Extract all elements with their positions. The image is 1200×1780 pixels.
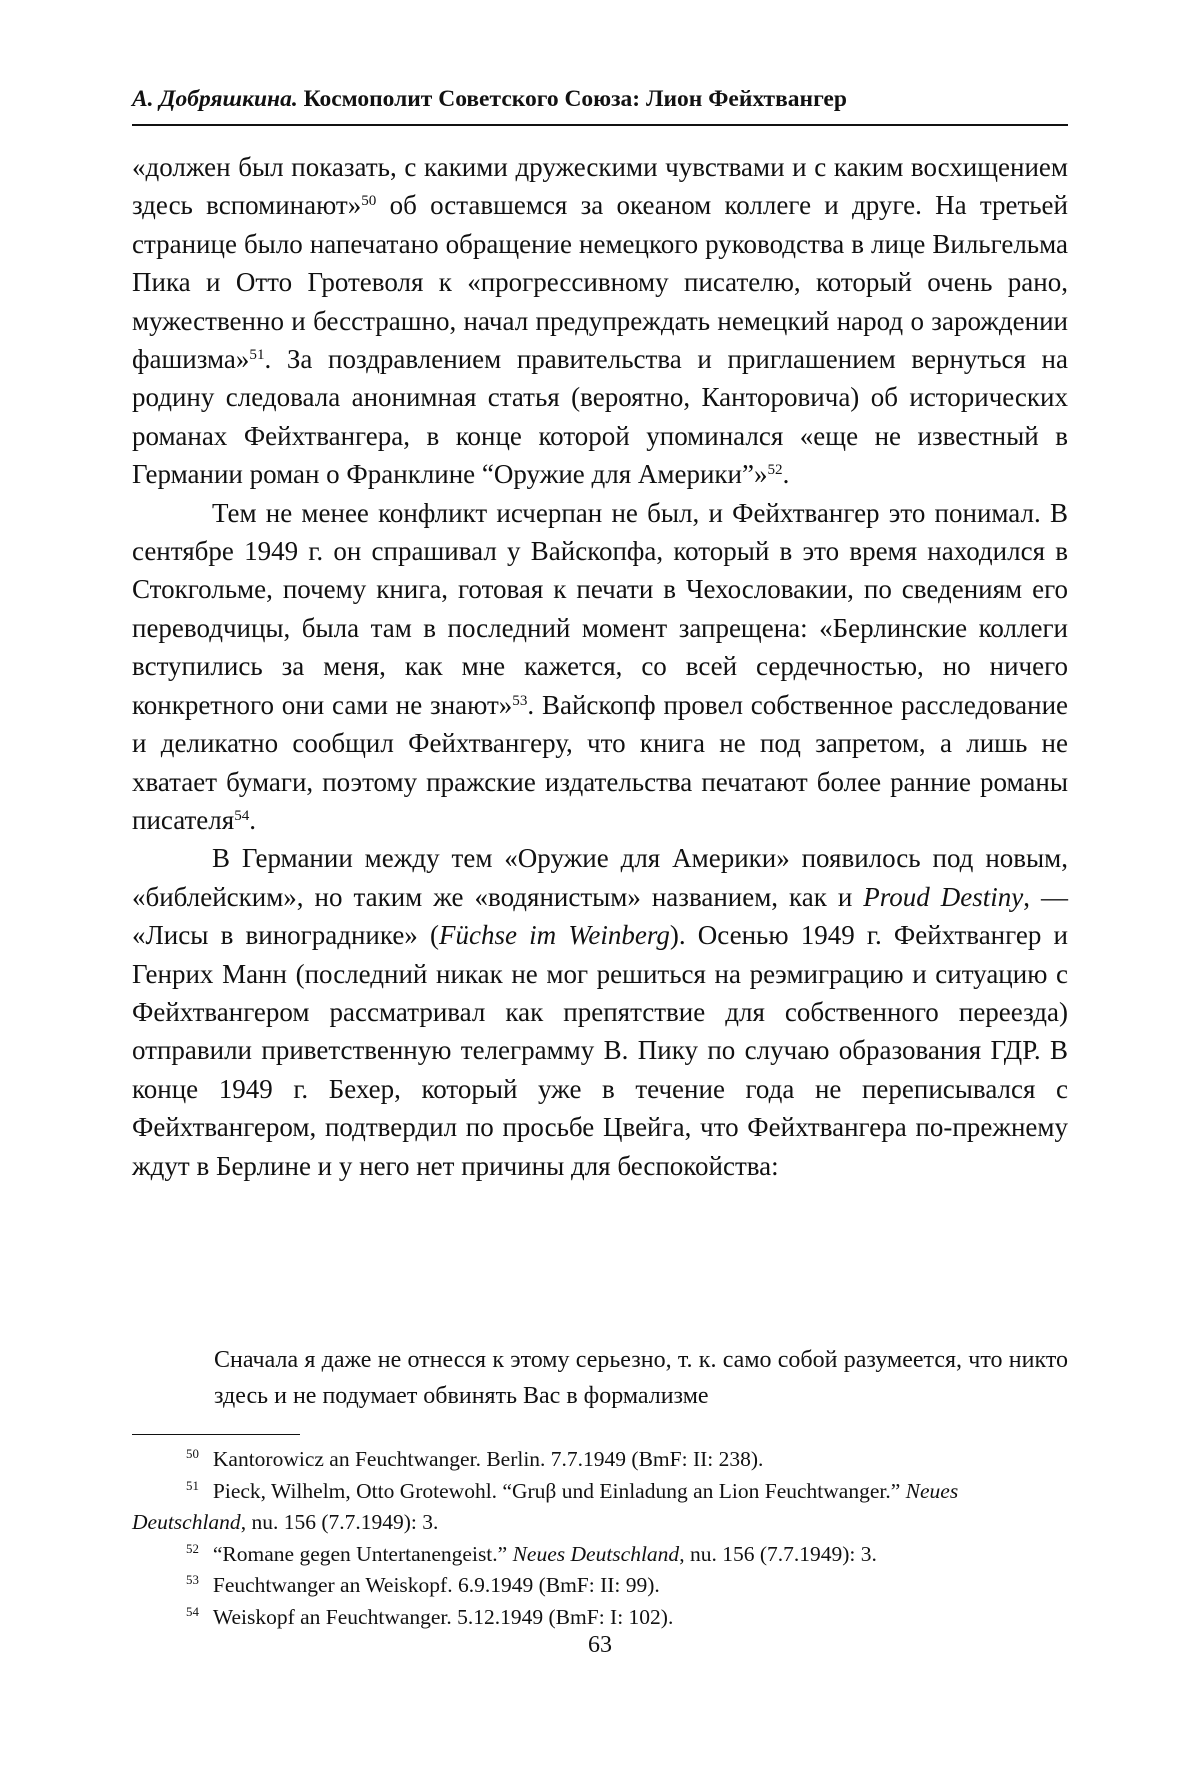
paragraph-3-text-b: , — «Лисы в винограднике» (	[132, 881, 1068, 951]
footnote-54	[132, 1602, 1068, 1634]
footnote-text: Weiskopf an Feuchtwanger. 5.12.1949 (BmF: I: 102).	[212, 1604, 674, 1629]
footnote-text-end: , nu. 156 (7.7.1949): 3.	[679, 1541, 877, 1566]
paragraph-3-text-a: В Германии между тем «Оружие для Америки» появилось под новым, «библейским», но таким же «водянистым» названием, как и	[132, 843, 1068, 912]
title-fuechse-im-weinberg: Füchse im Weinberg	[439, 920, 670, 951]
footnote-number: 51	[186, 1478, 199, 1493]
footnote-rule	[132, 1434, 300, 1435]
footnote-ref-54: 54	[234, 807, 250, 824]
footnote-ref-52: 52	[767, 462, 783, 479]
footnote-source-title: Neues Deutschland	[512, 1541, 680, 1566]
paragraph-1-text-a: «должен был показать, с какими дружескими чувствами и с каким восхищением здесь вспоминают»	[132, 152, 1068, 221]
paragraph-3	[132, 839, 1068, 1185]
block-quote: Сначала я даже не отнесся к этому серьезно, т. к. само собой разумеется, что никто здесь и не подумает обвинять Вас в формализме	[214, 1347, 1068, 1409]
footnote-text: Feuchtwanger an Weiskopf. 6.9.1949 (BmF: II: 99).	[212, 1573, 660, 1597]
footnote-ref-50: 50	[361, 193, 377, 210]
paragraph-2-text-b: . Вайскопф провел собственное расследование и деликатно сообщил Фейхтвангеру, что книга не под запретом, а лишь не хватает бумаги, поэтому пражские издательства печатают более ранние романы писателя	[132, 689, 1069, 835]
paragraph-1-text-d: .	[782, 459, 790, 490]
footnote-ref-51: 51	[249, 346, 265, 363]
footnote-number: 54	[186, 1604, 199, 1619]
main-text	[132, 148, 1068, 1185]
footnote-51	[132, 1476, 1068, 1539]
footnote-52	[132, 1539, 1068, 1571]
footnote-53	[132, 1570, 1068, 1602]
footnote-number: 53	[186, 1573, 199, 1588]
header-author: А. Добряшкина.	[132, 86, 298, 112]
footnote-text: Pieck, Wilhelm, Otto Grotewohl. “Gruβ und Einladung an Lion Feuchtwanger.”	[212, 1478, 906, 1503]
paragraph-1	[132, 148, 1068, 494]
paragraph-1-text-b: об оставшемся за океаном коллеге и друге. На третьей странице было напечатано обращение немецкого руководства в лице Вильгельма Пика и Отто Гротеволя к «прогрессивному писателю, который очень рано, мужественно и бесстрашно, начал предупреждать немецкий народ о зарождении фашизма»	[132, 190, 1068, 375]
footnote-50	[132, 1444, 1068, 1476]
paragraph-2	[132, 494, 1068, 840]
paragraph-3-text-c: ). Осенью 1949 г. Фейхтвангер и Генрих Манн (последний никак не мог решиться на реэмиграцию и ситуацию с Фейхтвангером рассматривал как препятствие для собственного переезда) отправили приветственную телеграмму В. Пику по случаю образования ГДР. В конце 1949 г. Бехер, который уже в течение года не переписывался с Фейхтвангером, подтвердил по просьбе Цвейга, что Фейхтвангера по-прежнему ждут в Берлине и у него нет причины для беспокойства:	[132, 920, 1068, 1181]
paragraph-2-text-a: Тем не менее конфликт исчерпан не был, и Фейхтвангер это понимал. В сентябре 1949 г. он спрашивал у Вайскопфа, который в это время находился в Стокгольме, почему книга, готовая к печати в Чехословакии, по сведениям его переводчицы, была там в последний момент запрещена: «Берлинские коллеги вступились за меня, как мне кажется, со всей сердечностью, но ничего конкретного они сами не знают»	[132, 497, 1068, 720]
footnote-text-end: , nu. 156 (7.7.1949): 3.	[240, 1510, 439, 1534]
running-header	[132, 86, 1068, 113]
footnote-text: “Romane gegen Untertanengeist.”	[212, 1541, 513, 1566]
paragraph-2-text-c: .	[249, 804, 257, 835]
footnote-number: 52	[186, 1541, 199, 1556]
footnote-text: Kantorowicz an Feuchtwanger. Berlin. 7.7.1949 (BmF: II: 238).	[212, 1447, 764, 1471]
page-number: 63	[588, 1632, 612, 1658]
title-proud-destiny: Proud Destiny	[863, 881, 1024, 912]
footnote-source-title: Neues Deutschland	[132, 1478, 959, 1534]
header-title: Космополит Советского Союза: Лион Фейхтвангер	[303, 86, 847, 112]
footnote-ref-53: 53	[512, 692, 528, 709]
paragraph-1-text-c: . За поздравлением правительства и приглашением вернуться на родину следовала анонимная статья (вероятно, Канторовича) об исторических романах Фейхтвангера, в конце которой упоминался «еще не известный в Германии роман о Франклине “Оружие для Америки”»	[132, 344, 1068, 490]
footnote-number: 50	[186, 1447, 199, 1462]
footnotes	[132, 1444, 1068, 1633]
header-rule	[132, 124, 1068, 126]
